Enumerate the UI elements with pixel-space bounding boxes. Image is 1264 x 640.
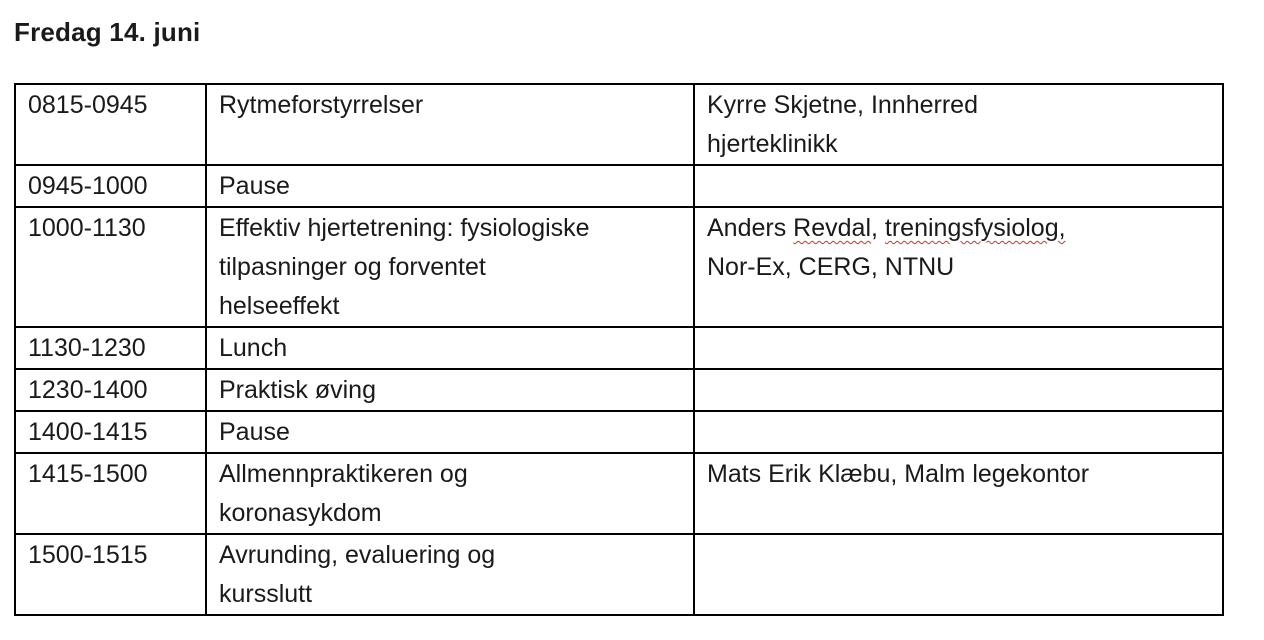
- topic-line: Pause: [219, 172, 290, 200]
- page-title: Fredag 14. juni: [14, 17, 201, 47]
- time-cell: 1000-1130: [15, 207, 206, 327]
- speaker-cell: [694, 369, 1223, 411]
- topic-line: Avrunding, evaluering og: [219, 541, 496, 569]
- topic-line: koronasykdom: [219, 499, 382, 527]
- topic-cell: [206, 534, 694, 615]
- speaker-text: Kyrre Skjetne, Innherred: [707, 91, 978, 119]
- speaker-text: Anders: [707, 214, 794, 242]
- topic-line: helseeffekt: [219, 292, 340, 320]
- speaker-cell: [694, 84, 1223, 165]
- speaker-line: [707, 86, 1212, 125]
- speaker-cell: [694, 165, 1223, 207]
- topic-cell: [206, 84, 694, 165]
- speaker-text: Nor-Ex, CERG, NTNU: [707, 253, 955, 281]
- table-row: [15, 84, 1223, 165]
- schedule-body: [15, 84, 1223, 615]
- time-cell: 1230-1400: [15, 369, 206, 411]
- speaker-cell: [694, 534, 1223, 615]
- speaker-line: [707, 209, 1212, 248]
- time-cell: 1415-1500: [15, 453, 206, 534]
- time-cell: 0815-0945: [15, 84, 206, 165]
- speaker-text: hjerteklinikk: [707, 130, 838, 158]
- topic-line: Effektiv hjertetrening: fysiologiske: [219, 214, 590, 242]
- misspelled-word: treningsfysiolog,: [884, 214, 1066, 242]
- speaker-text: Mats Erik Klæbu, Malm legekontor: [707, 460, 1090, 488]
- topic-line: Pause: [219, 418, 290, 446]
- table-row: [15, 327, 1223, 369]
- table-row: [15, 369, 1223, 411]
- time-cell: 1400-1415: [15, 411, 206, 453]
- time-cell: 1130-1230: [15, 327, 206, 369]
- topic-line: Lunch: [219, 334, 288, 362]
- topic-cell: [206, 327, 694, 369]
- table-row: [15, 207, 1223, 327]
- time-cell: 0945-1000: [15, 165, 206, 207]
- speaker-line: [707, 125, 1212, 164]
- speaker-cell: [694, 453, 1223, 534]
- time-cell: 1500-1515: [15, 534, 206, 615]
- topic-cell: [206, 165, 694, 207]
- table-row: [15, 453, 1223, 534]
- speaker-line: [707, 455, 1212, 494]
- topic-line: Rytmeforstyrrelser: [219, 91, 424, 119]
- topic-cell: [206, 369, 694, 411]
- speaker-cell: [694, 327, 1223, 369]
- speaker-line: [707, 248, 1212, 287]
- table-row: [15, 411, 1223, 453]
- speaker-text: ,: [871, 214, 885, 242]
- speaker-cell: [694, 207, 1223, 327]
- table-row: [15, 165, 1223, 207]
- topic-line: Praktisk øving: [219, 376, 376, 404]
- misspelled-word: Revdal: [793, 214, 871, 242]
- topic-cell: [206, 411, 694, 453]
- topic-cell: [206, 207, 694, 327]
- topic-line: tilpasninger og forventet: [219, 253, 486, 281]
- topic-line: Allmennpraktikeren og: [219, 460, 468, 488]
- topic-cell: [206, 453, 694, 534]
- topic-line: kursslutt: [219, 580, 313, 608]
- speaker-cell: [694, 411, 1223, 453]
- table-row: [15, 534, 1223, 615]
- schedule-table: [14, 83, 1224, 616]
